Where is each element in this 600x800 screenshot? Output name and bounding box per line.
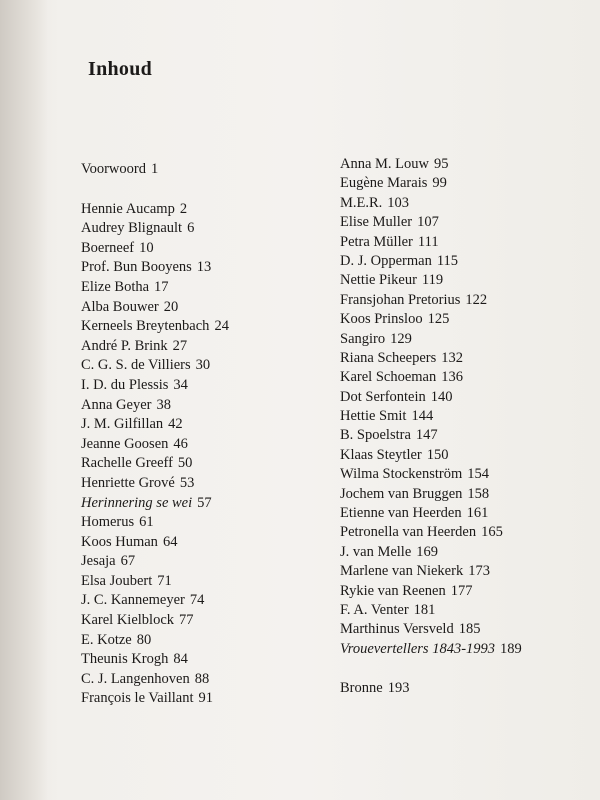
toc-entry-page-number: 115 [436,252,459,269]
toc-entry [340,194,522,213]
toc-entry-page-number: 64 [162,533,178,550]
toc-entry-title: Karel Kielblock [81,612,175,629]
toc-entry-page-number: 1 [150,161,159,177]
toc-entry [81,533,229,553]
toc-entry-title: André P. Brink [81,337,168,354]
toc-entry-title: Koos Human [81,533,158,550]
toc-entry [340,349,522,368]
toc-entry-title: Elise Muller [340,214,413,231]
toc-entry [340,407,522,426]
toc-entry-page-number: 91 [198,690,213,707]
toc-entry [340,543,522,562]
toc-entry-page-number: 185 [458,621,481,638]
toc-entry-page-number: 154 [467,466,489,483]
toc-entry-page-number: 13 [196,259,212,276]
toc-entry [340,233,522,252]
toc-entry [340,310,522,329]
toc-entry-page-number: 57 [197,494,212,511]
toc-entry-title: F. A. Venter [340,601,409,618]
toc-entry [81,278,229,298]
toc-entry [81,396,229,416]
toc-entry-title: Rachelle Greeff [81,455,173,472]
toc-entry [340,330,522,349]
toc-entry-page-number: 161 [466,505,489,522]
toc-entry [340,174,522,193]
toc-entry-page-number: 181 [413,601,436,618]
toc-entry [81,356,229,376]
toc-entry-page-number: 71 [157,572,172,589]
toc-entry-page-number: 17 [154,278,169,295]
toc-entry-page-number: 150 [426,446,449,463]
toc-entry-title: Elsa Joubert [81,572,153,589]
toc-entry-page-number: 2 [179,200,188,217]
toc-entry-page-number: 189 [500,640,522,657]
toc-entry-title: Prof. Bun Booyens [81,259,192,276]
toc-entry-title: Riana Scheepers [340,349,437,366]
toc-entry [81,650,229,670]
toc-entry-page-number: 27 [172,337,188,354]
toc-entry [340,155,522,174]
toc-entry [340,426,522,445]
toc-entry-page-number: 24 [214,318,229,335]
toc-entry [340,620,522,639]
toc-entry-title: Audrey Blignault [81,220,183,237]
toc-entry-page-number: 6 [187,220,195,237]
toc-entry-page-number: 193 [387,680,410,697]
toc-entry-title: C. J. Langenhoven [81,670,190,687]
toc-entry-title: Marthinus Versveld [340,621,454,638]
toc-entry-title: Nettie Pikeur [340,272,417,289]
toc-entry-page-number: 30 [195,357,211,374]
toc-entry-title: E. Kotze [81,631,132,648]
toc-entry-page-number: 46 [173,435,188,452]
toc-entry-title: François le Vaillant [81,690,194,707]
toc-entry-title: Henriette Grové [81,474,175,491]
toc-entry-title: Anna M. Louw [340,156,430,172]
toc-entry-title: M.E.R. [340,194,383,211]
toc-entry-page-number: 84 [173,651,188,668]
toc-entry-page-number: 77 [179,612,194,629]
toc-entry [81,494,229,514]
toc-entry-title: Anna Geyer [81,396,152,413]
toc-entry-page-number: 20 [163,298,179,315]
toc-entry [81,258,229,278]
toc-entry-title: Klaas Steytler [340,446,422,463]
toc-entry-page-number: 34 [173,376,188,393]
toc-entry-title: Karel Schoeman [340,369,437,386]
toc-entry-page-number: 38 [156,396,171,413]
toc-entry-page-number: 88 [194,670,210,687]
toc-entry-title: Petra Müller [340,233,413,250]
toc-entry-page-number: 107 [417,214,439,231]
toc-entry-title: Hennie Aucamp [81,200,175,217]
toc-entry-page-number: 53 [179,474,195,491]
toc-entry-title: Vrouevertellers 1843-1993 [340,640,496,657]
toc-entry [340,271,522,290]
toc-entry-page-number: 119 [421,272,444,289]
toc-entry [340,504,522,523]
toc-entry-title: I. D. du Plessis [81,376,169,393]
toc-entry-title: Theunis Krogh [81,651,169,668]
toc-entry [81,474,229,494]
toc-entry-title: Jochem van Bruggen [340,485,463,502]
toc-entry [340,485,522,504]
toc-entry-page-number: 50 [177,455,193,472]
toc-entry [340,582,522,601]
toc-entry-title: Fransjohan Pretorius [340,291,461,308]
toc-entry-page-number: 140 [430,388,453,405]
toc-entry [340,465,522,484]
toc-entry [340,446,522,465]
toc-entry-title: Marlene van Niekerk [340,563,464,580]
toc-entry-page-number: 74 [189,592,205,609]
toc-entry [340,640,522,659]
toc-entry-page-number: 80 [136,631,152,648]
toc-entry-page-number: 169 [416,543,439,560]
toc-entry [81,670,229,690]
toc-entry-page-number: 125 [427,311,450,328]
toc-entry-page-number: 158 [467,485,490,502]
toc-entry [81,611,229,631]
toc-entry-title: Petronella van Heerden [340,524,477,541]
toc-entry [81,376,229,396]
toc-entry-title: Homerus [81,514,135,531]
toc-entry [81,513,229,533]
toc-entry [340,523,522,542]
toc-entry-title: C. G. S. de Villiers [81,357,191,374]
toc-entry-page-number: 99 [432,175,447,192]
toc-entry-page-number: 61 [139,514,154,531]
toc-entry [81,200,229,220]
toc-entry [340,368,522,387]
toc-entry-title: Bronne [340,680,383,697]
toc-entry-title: Koos Prinsloo [340,311,423,328]
toc-entry-title: D. J. Opperman [340,252,432,269]
toc-entry [340,679,522,698]
toc-entry-page-number: 103 [387,194,410,211]
toc-entry [81,298,229,318]
toc-entry-page-number: 173 [468,563,490,580]
toc-entry-page-number: 136 [441,369,463,386]
book-spine-shadow [0,0,48,800]
toc-entry [340,388,522,407]
toc-entry-title: Dot Serfontein [340,388,426,405]
toc-left-column [81,160,229,709]
toc-right-column [340,155,522,699]
toc-entry [81,689,229,709]
toc-entry-title: Wilma Stockenström [340,466,463,483]
toc-entry-page-number: 122 [465,291,488,308]
toc-entry-title: J. M. Gilfillan [81,416,164,433]
toc-entry-title: Sangiro [340,330,386,347]
toc-entry-title: Alba Bouwer [81,298,159,315]
toc-entry-page-number: 10 [139,239,154,256]
toc-entry-title: J. C. Kannemeyer [81,592,185,609]
toc-entry-title: B. Spoelstra [340,427,411,444]
toc-entry-page-number: 165 [481,524,503,541]
toc-entry [81,552,229,572]
toc-entry [81,435,229,455]
toc-entry-title: J. van Melle [340,543,412,560]
toc-entry-page-number: 129 [390,330,412,347]
toc-entry-page-number: 67 [120,553,136,570]
toc-entry [81,454,229,474]
toc-entry [81,337,229,357]
toc-entry-title: Eugène Marais [340,175,428,192]
toc-entry [81,591,229,611]
toc-entry-title: Hettie Smit [340,408,407,425]
toc-entry [81,415,229,435]
toc-entry-page-number: 42 [168,416,183,433]
toc-entry-title: Jesaja [81,553,116,570]
toc-entry [340,601,522,620]
toc-entry-page-number: 95 [434,156,449,172]
toc-entry [340,562,522,581]
toc-entry-page-number: 147 [415,427,438,444]
toc-entry-title: Elize Botha [81,278,150,295]
toc-entry [81,631,229,651]
page-title: Inhoud [88,58,153,80]
toc-entry [340,291,522,310]
toc-entry [340,213,522,232]
toc-entry [81,219,229,239]
toc-entry-title: Etienne van Heerden [340,505,462,522]
toc-entry-title: Boerneef [81,239,135,256]
toc-entry-title: Voorwoord [81,161,146,177]
toc-entry [81,239,229,259]
toc-entry-title: Herinnering se wei [81,494,193,511]
toc-entry-title: Rykie van Reenen [340,582,446,599]
toc-entry-page-number: 144 [411,408,434,425]
toc-entry-page-number: 111 [417,233,439,250]
toc-entry-page-number: 132 [441,349,463,366]
toc-entry-page-number: 177 [450,582,473,599]
toc-entry [340,252,522,271]
toc-entry-title: Kerneels Breytenbach [81,318,210,335]
toc-entry-title: Jeanne Goosen [81,435,169,452]
toc-entry [81,317,229,337]
toc-entry [81,572,229,592]
toc-entry [81,160,229,180]
